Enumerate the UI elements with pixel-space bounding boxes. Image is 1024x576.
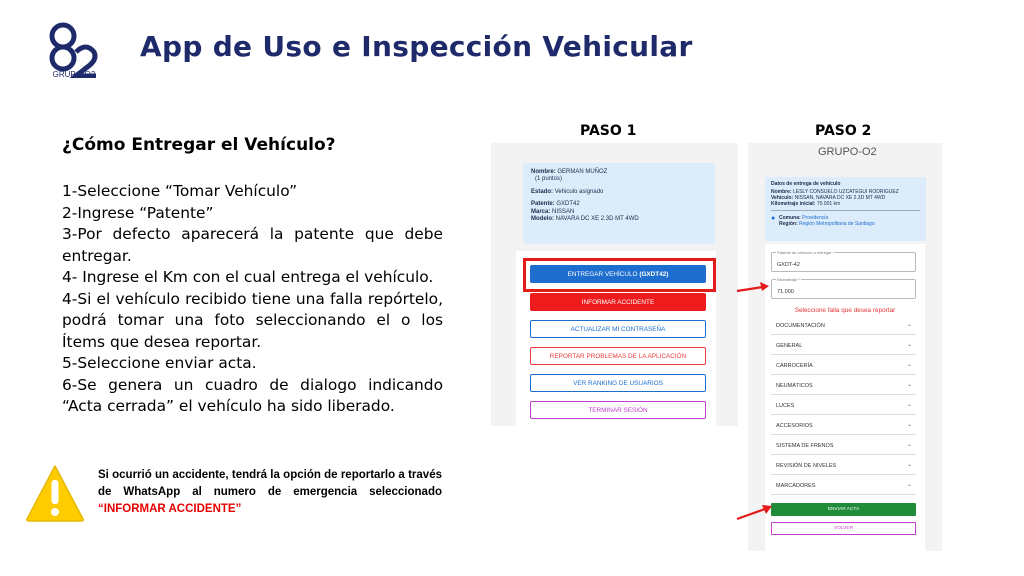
- vehiculo-label: Vehículo:: [771, 195, 794, 201]
- modelo-label: Modelo:: [531, 216, 554, 223]
- dropdown-general[interactable]: [771, 337, 916, 355]
- nombre-label: Nombre:: [771, 189, 792, 195]
- chevron-down-icon: ⌄: [906, 322, 912, 328]
- kilometraje-input-label: Kilometraje *: [777, 277, 800, 282]
- chevron-down-icon: ⌄: [906, 362, 912, 368]
- chevron-down-icon: ⌄: [906, 482, 912, 488]
- estado-label: Estado:: [531, 188, 554, 195]
- chevron-down-icon: ⌄: [906, 402, 912, 408]
- delivery-info-card: [765, 177, 926, 241]
- dropdown-carroceria[interactable]: [771, 357, 916, 375]
- highlight-box: [523, 258, 716, 292]
- arrow-right-icon: [735, 280, 771, 296]
- step-item: 5-Seleccione enviar acta.: [62, 354, 257, 372]
- instruction-steps: [62, 181, 443, 418]
- puntos-value: (1 puntos): [535, 176, 563, 183]
- dropdown-label: MARCADORES: [776, 483, 816, 489]
- falla-select-title: Seleccione falla que desea reportar: [794, 307, 896, 314]
- patente-value: GXDT42: [556, 201, 580, 208]
- enviar-acta-button[interactable]: ENVIAR ACTA: [771, 503, 916, 516]
- actualizar-contrasena-button[interactable]: ACTUALIZAR MI CONTRASEÑA: [530, 320, 706, 338]
- dropdown-marcadores[interactable]: [771, 477, 916, 495]
- warning-message: [98, 467, 442, 518]
- volver-button[interactable]: VOLVER: [771, 522, 916, 535]
- patente-label: Patente:: [531, 201, 555, 208]
- comuna-label: Comuna:: [779, 215, 801, 221]
- dropdown-accesorios[interactable]: [771, 417, 916, 435]
- warning-text: Si ocurrió un accidente, tendrá la opción de reportarlo a través de WhatsApp al numero de emergencia seleccionado: [98, 469, 442, 498]
- comuna-value: Providencia: [802, 215, 829, 221]
- nombre-value: LESLY CONSUELO UZCATEGUI RODRIGUEZ: [792, 189, 899, 195]
- instructions-title: ¿Cómo Entregar el Vehículo?: [62, 135, 336, 155]
- patente-input-label: Patente de vehículo a entregar *: [777, 250, 835, 255]
- patente-input[interactable]: [771, 252, 916, 272]
- kilometraje-input[interactable]: [771, 279, 916, 299]
- delivery-form: [765, 244, 925, 551]
- region-label: Región:: [779, 221, 798, 227]
- dropdown-label: ACCESORIOS: [776, 423, 813, 429]
- step-item: 1-Seleccione “Tomar Vehículo”: [62, 182, 298, 200]
- entregar-label: ENTREGAR VEHÍCULO: [567, 270, 638, 278]
- chevron-down-icon: ⌄: [906, 382, 912, 388]
- step-item: 2-Ingrese “Patente”: [62, 203, 214, 222]
- chevron-down-icon: ⌄: [906, 422, 912, 428]
- dropdown-label: LUCES: [776, 403, 795, 409]
- marca-value: NISSAN: [552, 208, 575, 215]
- reportar-problemas-button[interactable]: REPORTAR PROBLEMAS DE LA APLICACIÓN: [530, 347, 706, 365]
- chevron-down-icon: ⌄: [906, 462, 912, 468]
- nombre-value: GERMAN MUÑOZ: [557, 169, 608, 175]
- warning-icon: [24, 463, 86, 523]
- step-item: 4- Ingrese el Km con el cual entrega el vehículo.: [62, 268, 434, 286]
- step-item: 3-Por defecto aparecerá la patente que debe entregar.: [62, 225, 443, 265]
- paso2-screenshot: [748, 143, 942, 551]
- km-value: 70.001 km: [816, 201, 841, 207]
- chevron-down-icon: ⌄: [906, 342, 912, 348]
- marca-label: Marca:: [531, 208, 551, 215]
- vehicle-info-card: [523, 163, 715, 244]
- location-pin-icon: ●: [771, 215, 776, 222]
- step-item: 4-Si el vehículo recibido tiene una falla repórtelo, podrá tomar una foto seleccionando el o los Ítems que desea reportar.: [62, 289, 443, 351]
- informar-accidente-button[interactable]: INFORMAR ACCIDENTE: [530, 293, 706, 311]
- warning-highlight: “INFORMAR ACCIDENTE”: [98, 503, 242, 515]
- dropdown-label: DOCUMENTACIÓN: [776, 323, 825, 329]
- dropdown-sistema-frenos[interactable]: [771, 437, 916, 455]
- logo-caption: GRUPO-O2: [52, 70, 96, 79]
- vehiculo-value: NISSAN, NAVARA DC XE 2.3D MT 4WD: [794, 195, 886, 201]
- dropdown-label: SISTEMA DE FRENOS: [776, 443, 834, 449]
- dropdown-label: NEUMÁTICOS: [776, 383, 813, 389]
- grupo-o2-logo-small: [818, 146, 878, 168]
- arrow-up-right-icon: [735, 502, 775, 522]
- terminar-sesion-button[interactable]: TERMINAR SESIÓN: [530, 401, 706, 419]
- dropdown-revision-niveles[interactable]: [771, 457, 916, 475]
- dropdown-luces[interactable]: [771, 397, 916, 415]
- entregar-patente: (GXDT42): [639, 270, 669, 278]
- chevron-down-icon: ⌄: [906, 442, 912, 448]
- estado-value: Vehiculo asignado: [554, 188, 604, 195]
- dropdown-label: CARROCERÍA: [776, 363, 813, 369]
- dropdown-label: GENERAL: [776, 343, 803, 349]
- patente-input-value: GXDT-42: [777, 262, 800, 268]
- step-item: 6-Se genera un cuadro de dialogo indicando “Acta cerrada” el vehículo ha sido liberado.: [62, 375, 443, 415]
- dropdown-label: REVISIÓN DE NIVELES: [776, 463, 837, 469]
- km-label: Kilometraje inicial:: [771, 201, 816, 207]
- dropdown-documentacion[interactable]: [771, 317, 916, 335]
- delivery-info-title: Datos de entrega de vehículo: [771, 181, 841, 187]
- region-value: Región Metropolitana de Santiago: [799, 221, 875, 227]
- page-title: App de Uso e Inspección Vehicular: [140, 30, 693, 63]
- nombre-label: Nombre:: [531, 169, 556, 175]
- dropdown-neumaticos[interactable]: [771, 377, 916, 395]
- paso1-label: PASO 1: [580, 123, 637, 139]
- ver-ranking-button[interactable]: VER RANKING DE USUARIOS: [530, 374, 706, 392]
- modelo-value: NAVARA DC XE 2.3D MT 4WD: [555, 216, 639, 223]
- logo-text: GRUPO-O2: [818, 146, 877, 158]
- paso2-label: PASO 2: [815, 123, 872, 139]
- kilometraje-input-value: 71.000: [777, 289, 794, 295]
